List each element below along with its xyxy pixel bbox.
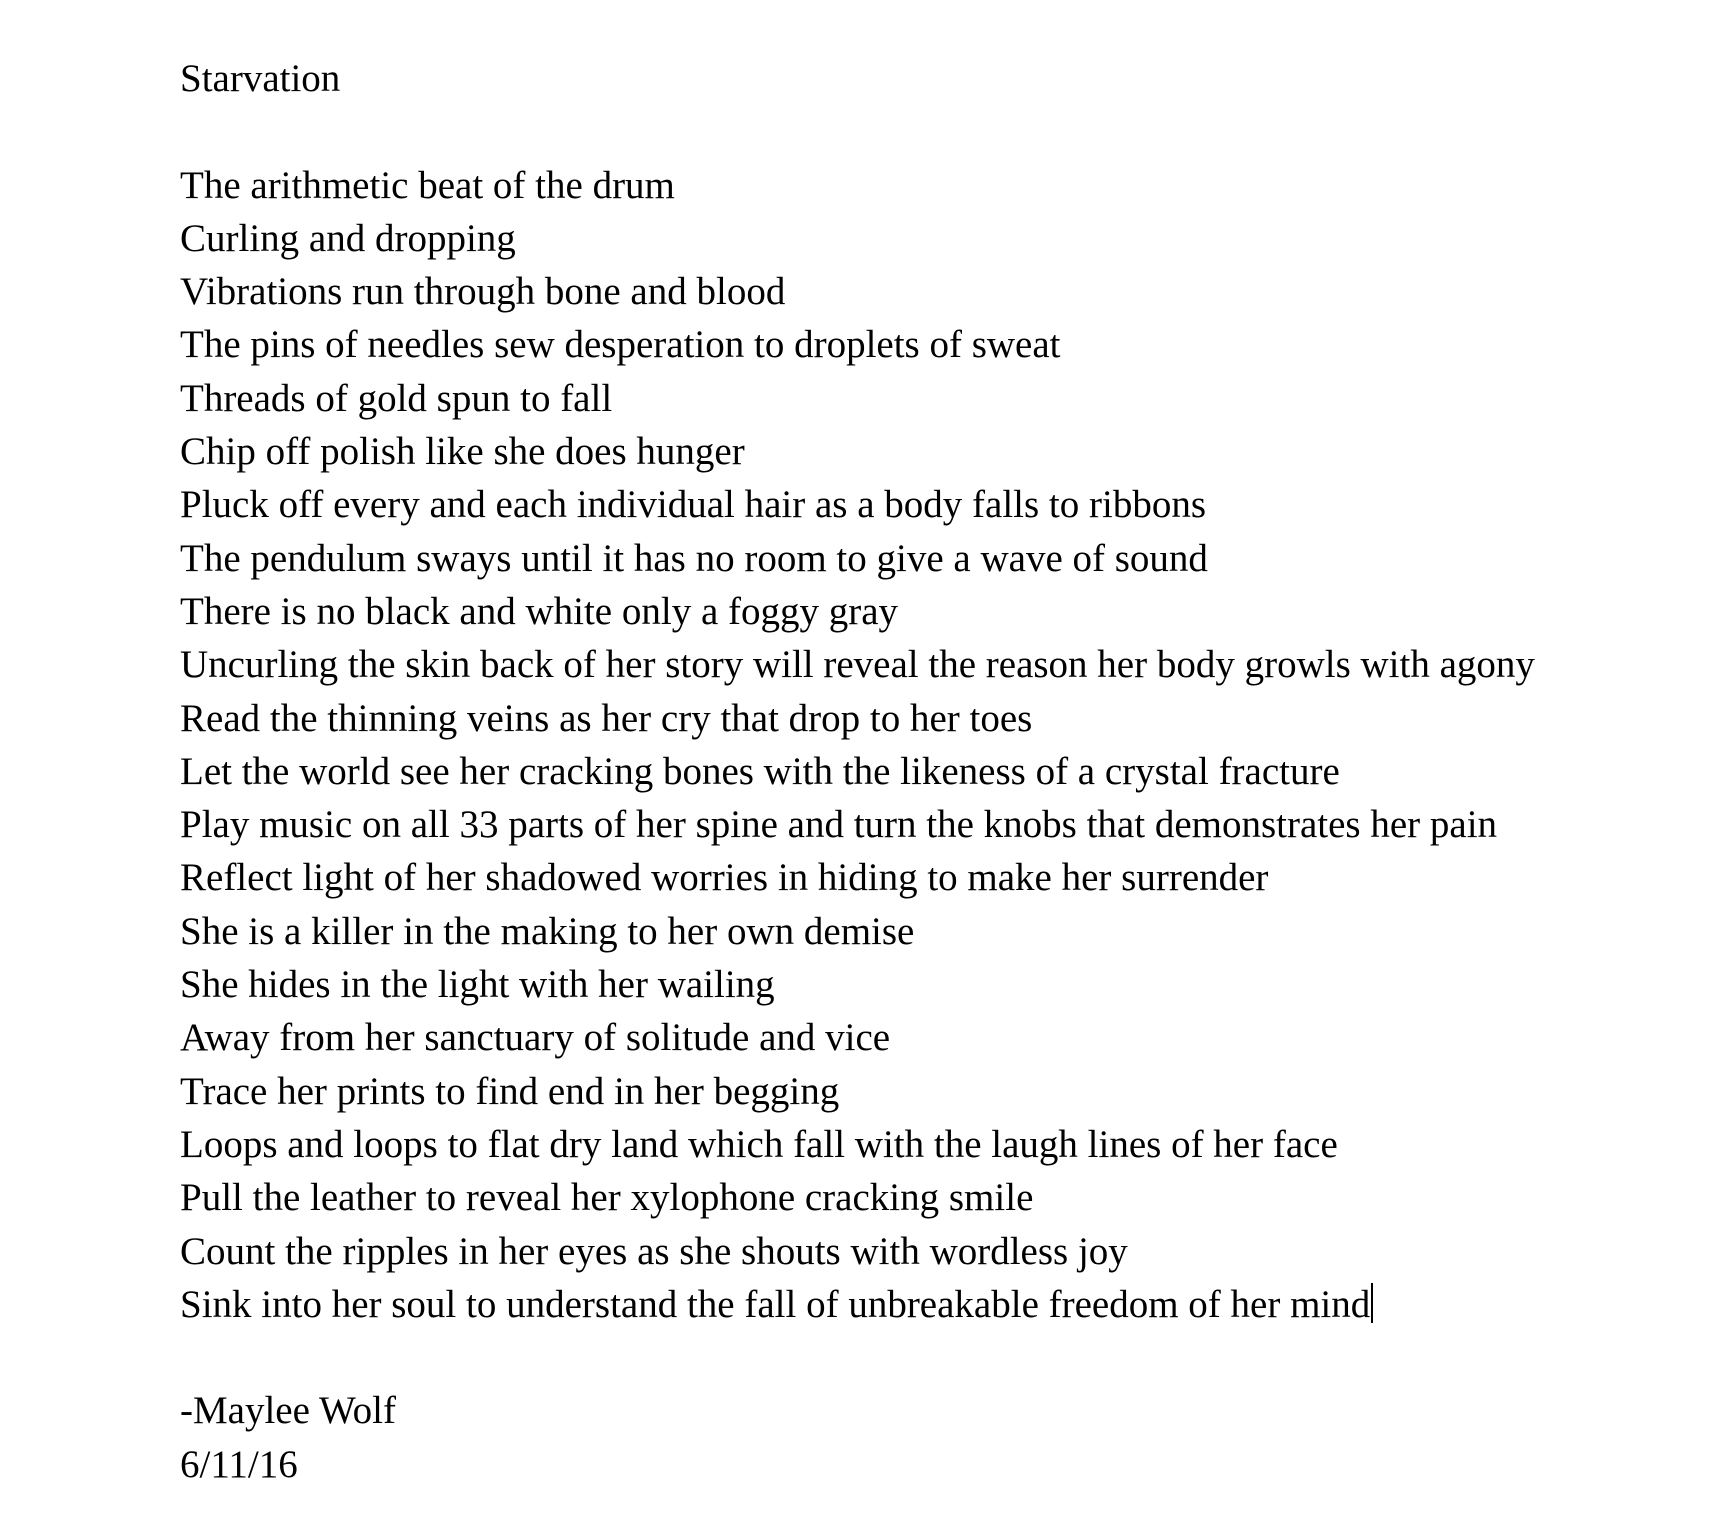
document-body[interactable] — [180, 52, 1680, 1491]
poem-line-last — [180, 1278, 1680, 1331]
poem-line: She is a killer in the making to her own demise — [180, 909, 915, 953]
poem-line: Read the thinning veins as her cry that drop to her toes — [180, 696, 1033, 740]
poem-line: Chip off polish like she does hunger — [180, 430, 745, 474]
poem-line: Vibrations run through bone and blood — [180, 270, 786, 314]
blank-line — [180, 1331, 1680, 1384]
poem-line: Count the ripples in her eyes as she shouts with wordless joy — [180, 1229, 1128, 1273]
poem-title: Starvation — [180, 57, 341, 100]
poem-line: Pull the leather to reveal her xylophone cracking smile — [180, 1176, 1034, 1220]
poem-body — [180, 159, 1680, 1332]
poem-line: There is no black and white only a foggy gray — [180, 589, 899, 633]
poem-line: She hides in the light with her wailing — [180, 963, 775, 1007]
author-signature: -Maylee Wolf — [180, 1389, 396, 1433]
poem-line: Uncurling the skin back of her story will reveal the reason her body growls with agony — [180, 643, 1535, 687]
poem-line: Let the world see her cracking bones with the likeness of a crystal fracture — [180, 749, 1340, 793]
poem-line: Play music on all 33 parts of her spine and turn the knobs that demonstrates her pain — [180, 803, 1498, 847]
blank-line — [180, 105, 1680, 158]
poem-line: Reflect light of her shadowed worries in hiding to make her surrender — [180, 856, 1269, 900]
text-cursor — [1371, 1283, 1373, 1323]
poem-line: Pluck off every and each individual hair as a body falls to ribbons — [180, 483, 1207, 527]
poem-line: The arithmetic beat of the drum — [180, 163, 675, 207]
poem-line: The pins of needles sew desperation to droplets of sweat — [180, 323, 1061, 367]
poem-line: Loops and loops to flat dry land which fall with the laugh lines of her face — [180, 1122, 1338, 1166]
poem-line: The pendulum sways until it has no room to give a wave of sound — [180, 536, 1208, 580]
poem-date: 6/11/16 — [180, 1442, 298, 1486]
poem-line: Curling and dropping — [180, 216, 516, 260]
poem-line: Trace her prints to find end in her begging — [180, 1069, 840, 1113]
poem-line: Threads of gold spun to fall — [180, 376, 613, 420]
poem-line: Away from her sanctuary of solitude and vice — [180, 1016, 891, 1060]
poem-line-text: Sink into her soul to understand the fall of unbreakable freedom of her mind — [180, 1282, 1371, 1326]
